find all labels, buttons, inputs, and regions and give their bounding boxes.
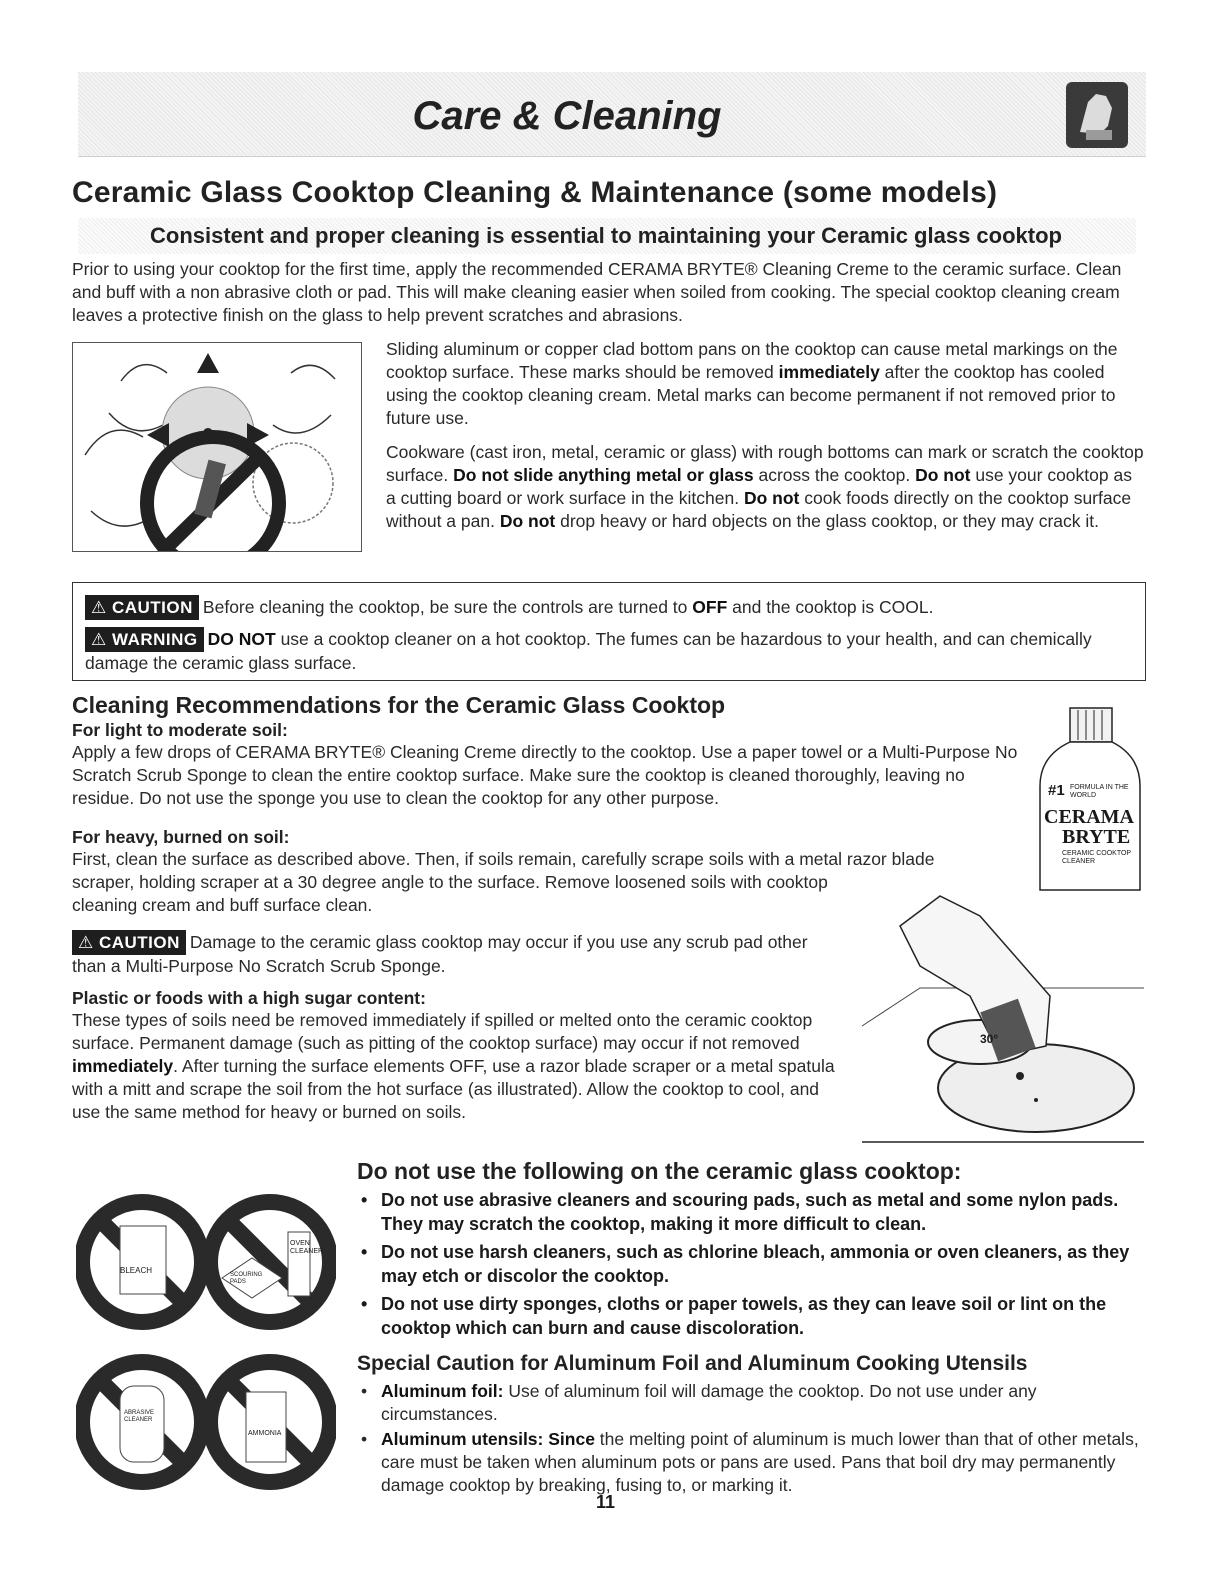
- caution-warning-box: [72, 582, 1146, 681]
- pad-label: SCOURING PADS: [230, 1272, 263, 1285]
- ammonia-label: AMMONIA: [248, 1430, 282, 1437]
- warning-text: use a cooktop cleaner on a hot cooktop. The fumes can be hazardous to your health, and can chemically damage the ceramic glass surface.: [85, 629, 1092, 673]
- aluminum-foil-label: Aluminum foil:: [381, 1381, 504, 1401]
- bottle-brand-top: #1: [1048, 782, 1065, 799]
- cookware-bold-4: Do not: [499, 511, 556, 531]
- intro-paragraph: Prior to using your cooktop for the first time, apply the recommended CERAMA BRYTE® Cleaning Creme to the ceramic surface. Clean and buff with a non abrasive cloth or pad. This will make cleaning easier when soiled from cooking. The special cooktop cleaning cream leaves a protective finish on the glass to help prevent scratches and abrasions.: [72, 259, 1122, 325]
- section-title: Ceramic Glass Cooktop Cleaning & Maintenance (some models): [72, 176, 998, 209]
- cookware-text-5: drop heavy or hard objects on the glass cooktop, or they may crack it.: [555, 511, 1099, 531]
- recommendations-title: Cleaning Recommendations for the Ceramic Glass Cooktop: [72, 692, 726, 718]
- donot-item-abrasive: • Do not use abrasive cleaners and scouring pads, such as metal and some nylon pads. They may scratch the cooktop, making it more difficult to clean.: [357, 1188, 1147, 1236]
- angle-label: 30°: [980, 1032, 999, 1046]
- cookware-text-3: use your cooktop as a cutting board or work surface in the kitchen.: [386, 465, 1132, 508]
- aluminum-utensil-text: the melting point of aluminum is much lower than that of other metals, care must be taken when aluminum pots or pans are used. Pans that boil dry may permanently damage cooktop by breaking, fusing to, or marking it.: [381, 1429, 1139, 1495]
- plastic-text-1: These types of soils need be removed immediately if spilled or melted onto the ceramic cooktop surface. Permanent damage (such as pitting of the cooktop surface) may occur if not removed: [72, 1010, 813, 1053]
- sliding-text-end: after the cooktop has cooled using the cooktop cleaning cream. Metal marks can become permanent if not removed prior to future use.: [386, 362, 1116, 428]
- cookware-bold-3: Do not: [743, 488, 800, 508]
- aluminum-utensil-label: Aluminum utensils: Since: [381, 1429, 595, 1449]
- plastic-text: [72, 1009, 842, 1124]
- plastic-title: Plastic or foods with a high sugar content:: [72, 988, 426, 1008]
- cookware-bold-2: Do not: [915, 465, 971, 485]
- caution-off: OFF: [692, 597, 728, 617]
- header-banner: [78, 72, 1146, 157]
- caution-line: [85, 595, 1135, 620]
- donot-item-harsh: • Do not use harsh cleaners, such as chlorine bleach, ammonia or oven cleaners, as they may etch or discolor the cooktop.: [357, 1240, 1147, 1288]
- section-subtitle: Consistent and proper cleaning is essential to maintaining your Ceramic glass cooktop: [150, 223, 1062, 248]
- donot-list: [357, 1188, 1147, 1340]
- cleanser-label: ABRASIVE CLEANER: [124, 1410, 155, 1423]
- plastic-bold: immediately: [72, 1056, 174, 1076]
- page-number: 11: [596, 1492, 616, 1512]
- cleaning-hand-icon: [1066, 82, 1128, 148]
- sliding-paragraph: [386, 338, 1144, 430]
- bottle-sub-label: CERAMIC COOKTOP CLEANER: [1062, 850, 1131, 865]
- heavy-soil-text-2: scraper, holding scraper at a 30 degree angle to the surface. Remove loosened soils with cooktop cleaning cream and buff surface clean.: [72, 872, 828, 915]
- sliding-text: Sliding aluminum or copper clad bottom pans on the cooktop can cause metal markings on the cooktop surface. These marks should be removed: [386, 339, 1118, 382]
- oven-label: OVEN CLEANER: [290, 1240, 324, 1255]
- aluminum-title: Special Caution for Aluminum Foil and Aluminum Cooking Utensils: [357, 1352, 1028, 1375]
- cooktop-diagram: [72, 342, 362, 552]
- caution-label: CAUTION: [111, 598, 193, 617]
- page-title: Care & Cleaning: [412, 94, 722, 138]
- scraper-illustration: [860, 886, 1144, 1144]
- cookware-bold-1: Do not slide anything metal or glass: [453, 465, 754, 485]
- aluminum-list: [357, 1380, 1147, 1497]
- light-soil-text: Apply a few drops of CERAMA BRYTE® Cleaning Creme directly to the cooktop. Use a paper towel or a Multi-Purpose No Scratch Scrub Sponge to clean the entire cooktop surface. Make sure the cooktop is cleaned thoroughly, leaving no residue. Do not use the sponge you use to clean the cooktop for any other purpose.: [72, 742, 1018, 808]
- aluminum-utensil-item: [357, 1428, 1147, 1497]
- subtitle-band: [78, 218, 1136, 254]
- aluminum-foil-text: Use of aluminum foil will damage the cooktop. Do not use under any circumstances.: [381, 1381, 1037, 1424]
- sliding-emphasis: immediately: [778, 362, 880, 382]
- cookware-text-4: cook foods directly on the cooktop surface without a pan.: [386, 488, 1132, 531]
- donot-title: Do not use the following on the ceramic glass cooktop:: [357, 1158, 962, 1184]
- light-soil-title: For light to moderate soil:: [72, 720, 288, 740]
- heavy-soil-title: For heavy, burned on soil:: [72, 827, 290, 847]
- warning-do-not: DO NOT: [207, 629, 276, 649]
- donot-item-dirty: • Do not use dirty sponges, cloths or paper towels, as they can leave soil or lint on the cooktop which can burn and cause discoloration.: [357, 1292, 1147, 1340]
- caution-scrub-line: [72, 930, 842, 978]
- warning-tag: ⚠ WARNING: [85, 627, 204, 652]
- caution-text-1: Before cleaning the cooktop, be sure the controls are turned to: [202, 597, 693, 617]
- warning-line: [85, 627, 1135, 675]
- caution-scrub-text: Damage to the ceramic glass cooktop may occur if you use any scrub pad other than a Multi-Purpose No Scratch Scrub Sponge.: [72, 932, 808, 976]
- bottle-brand-small: FORMULA IN THE WORLD: [1070, 784, 1129, 799]
- bleach-label: BLEACH: [120, 1266, 153, 1275]
- cookware-paragraph: [386, 441, 1144, 533]
- warning-label: WARNING: [111, 630, 198, 649]
- plastic-text-2: . After turning the surface elements OFF, use a razor blade scraper or a metal spatula with a mitt and scrape the soil from the hot surface (as illustrated). Allow the cooktop to cool, and use the same method for heavy or burned on soils.: [72, 1056, 835, 1122]
- prohibited-cleaners-illustration: [76, 1192, 336, 1494]
- caution-label-2: CAUTION: [98, 933, 180, 952]
- cookware-text-2: across the cooktop.: [753, 465, 916, 485]
- bottle-name-2: BRYTE: [1062, 826, 1131, 848]
- caution-tag-2: ⚠ CAUTION: [72, 930, 186, 955]
- cleaner-bottle-illustration: [1036, 706, 1144, 892]
- bottle-name-1: CERAMA: [1044, 806, 1134, 828]
- cookware-text-1: Cookware (cast iron, metal, ceramic or glass) with rough bottoms can mark or scratch the cooktop surface.: [386, 442, 1144, 485]
- caution-text-2: and the cooktop is COOL.: [727, 597, 934, 617]
- heavy-soil-text-1: First, clean the surface as described above. Then, if soils remain, carefully scrape soils with a metal razor blade: [72, 849, 935, 869]
- caution-tag: ⚠ CAUTION: [85, 595, 199, 620]
- aluminum-foil-item: [357, 1380, 1147, 1426]
